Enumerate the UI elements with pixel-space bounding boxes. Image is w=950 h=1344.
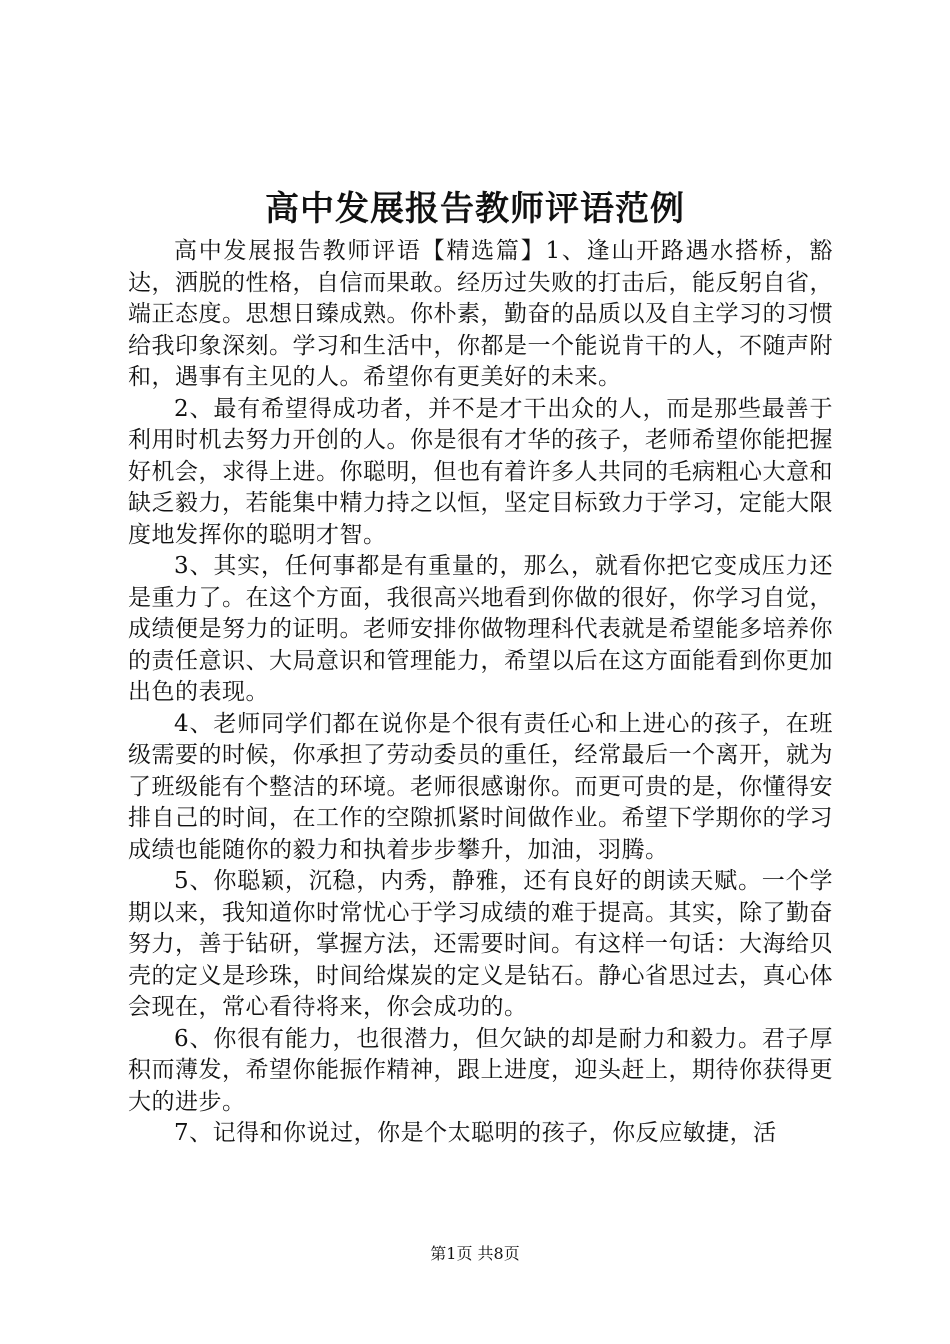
paragraph-4: 4、老师同学们都在说你是个很有责任心和上进心的孩子，在班级需要的时候，你承担了劳动委员的重任，经常最后一个离开，就为了班级能有个整洁的环境。老师很感谢你。而更可贵的是，你懂得安排自己的时间，在工作的空隙抓紧时间做作业。希望下学期你的学习成绩也能随你的毅力和执着步步攀升，加油，羽腾。: [128, 710, 833, 863]
paragraph-5: 5、你聪颖，沉稳，内秀，静雅，还有良好的朗读天赋。一个学期以来，我知道你时常忧心于学习成绩的难于提高。其实，除了勤奋努力，善于钻研，掌握方法，还需要时间。有这样一句话：大海给贝壳的定义是珍珠，时间给煤炭的定义是钻石。静心省思过去，真心体会现在，常心看待将来，你会成功的。: [128, 868, 833, 1020]
document-body: [128, 236, 833, 1150]
page-number-footer: 第1页 共8页: [430, 1244, 520, 1263]
document-title: 高中发展报告教师评语范例: [265, 189, 685, 229]
paragraph-2: 2、最有希望得成功者，并不是才干出众的人，而是那些最善于利用时机去努力开创的人。你是很有才华的孩子，老师希望你能把握好机会，求得上进。你聪明，但也有着许多人共同的毛病粗心大意和缺乏毅力，若能集中精力持之以恒，坚定目标致力于学习，定能大限度地发挥你的聪明才智。: [128, 395, 833, 548]
paragraph-7: 7、记得和你说过，你是个太聪明的孩子，你反应敏捷，活: [174, 1120, 777, 1146]
paragraph-3: 3、其实，任何事都是有重量的，那么，就看你把它变成压力还是重力了。在这个方面，我很高兴地看到你做的很好，你学习自觉，成绩便是努力的证明。老师安排你做物理科代表就是希望能多培养你的责任意识、大局意识和管理能力，希望以后在这方面能看到你更加出色的表现。: [128, 553, 833, 705]
paragraph-1: 高中发展报告教师评语【精选篇】1、逢山开路遇水搭桥，豁达，洒脱的性格，自信而果敢。经历过失败的打击后，能反躬自省，端正态度。思想日臻成熟。你朴素，勤奋的品质以及自主学习的习惯给我印象深刻。学习和生活中，你都是一个能说肯干的人，不随声附和，遇事有主见的人。希望你有更美好的未来。: [128, 238, 833, 390]
paragraph-6: 6、你很有能力，也很潜力，但欠缺的却是耐力和毅力。君子厚积而薄发，希望你能振作精神，跟上进度，迎头赶上，期待你获得更大的进步。: [128, 1025, 833, 1115]
